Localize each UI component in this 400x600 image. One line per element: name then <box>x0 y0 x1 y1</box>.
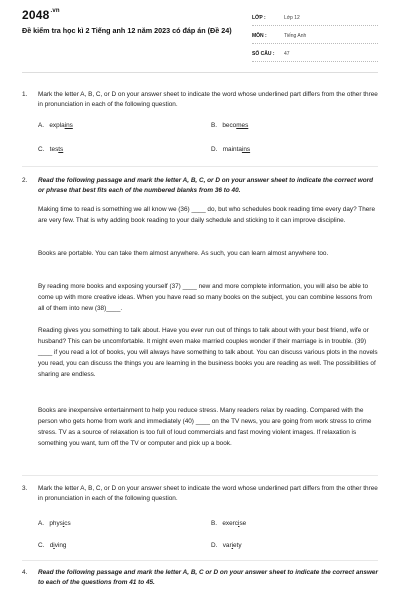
option-underlined-part: i <box>231 542 234 549</box>
option-label: A. <box>38 520 45 527</box>
option-word-start: tes <box>49 146 59 153</box>
passage-paragraph: By reading more books and exposing yourself (37) ____ new and more complete information, you will also be able to come up with more creative ideas. When you have read so many books on the subject, you can combine lessons from all of them into new (38)____. <box>38 283 372 312</box>
site-logo[interactable] <box>22 8 60 22</box>
option-label: C. <box>38 146 45 153</box>
question-prompt: Read the following passage and mark the letter A, B, C, or D on your answer sheet to indicate the correct word or phrase that best fits each of the numbered blanks from 36 to 40. <box>38 177 373 194</box>
passage-paragraph: Books are portable. You can take them almost anywhere. As such, you can learn almost anywhere too. <box>38 250 329 257</box>
meta-value: 47 <box>284 51 290 57</box>
option-c[interactable] <box>38 146 63 153</box>
option-label: B. <box>211 520 218 527</box>
option-word-end: ving <box>54 542 67 549</box>
option-b[interactable] <box>211 520 246 527</box>
exam-meta <box>252 13 378 67</box>
question-divider <box>22 166 378 167</box>
option-b[interactable] <box>211 122 248 129</box>
meta-key: MÔN : <box>252 33 267 39</box>
option-underlined-part: i <box>53 542 55 549</box>
passage-paragraph: Books are inexpensive entertainment to help you reduce stress. Many readers relax by reading. Compared with the person who gets home from work and immediately (40) ____ on the TV news, you are going from work stress to crime stress. TV as a source of relaxation is too full of loud commercials and fast moving violent images. If relaxation is something you want, turn off the TV or computer and pick up a book. <box>38 407 372 447</box>
option-word-start: phys <box>49 520 63 527</box>
option-label: D. <box>211 542 218 549</box>
question-divider <box>22 560 378 561</box>
meta-row-subject <box>252 31 378 44</box>
option-a[interactable] <box>38 520 71 527</box>
option-label: C. <box>38 542 45 549</box>
option-label: B. <box>211 122 218 129</box>
question-1 <box>22 90 378 110</box>
question-3 <box>22 484 378 504</box>
option-d[interactable] <box>211 146 250 153</box>
option-word-end: ety <box>233 542 242 549</box>
meta-key: LỚP : <box>252 15 266 21</box>
question-1-options <box>38 122 358 156</box>
meta-row-class <box>252 13 378 26</box>
option-underlined-part: ts <box>58 146 64 153</box>
passage-paragraph: Making time to read is something we all know we (36) ____ do, but who schedules book reading time every day? There are very few. That is why adding book reading to your daily schedule and sticking to it can improve discipline. <box>38 206 375 224</box>
question-divider <box>22 475 378 476</box>
header-divider <box>22 72 378 73</box>
question-number: 2. <box>22 177 28 184</box>
option-word-start: expla <box>49 122 65 129</box>
logo-suffix: .vn <box>50 8 60 14</box>
option-word-start: mainta <box>222 146 242 153</box>
question-2 <box>22 176 378 196</box>
question-number: 3. <box>22 485 28 492</box>
question-number: 1. <box>22 91 28 98</box>
passage-paragraph: Reading gives you something to talk about. Have you ever run out of things to talk about with your best friend, wife or husband? This can be uncomfortable. It might even make married couples wonder if their marriage is in trouble. (39) ____ if you read a lot of books, you will always have something to talk about. You can discuss various plots in the novels you read, you can discuss the things you are learning in the business books you are reading as well. The possibilities of sharing are endless. <box>38 327 378 378</box>
option-word-start: beco <box>222 122 237 129</box>
option-word-end: cs <box>64 520 71 527</box>
option-word-start: d <box>49 542 54 549</box>
option-label: A. <box>38 122 45 129</box>
option-word-start: exerc <box>222 520 239 527</box>
option-word-start: var <box>222 542 232 549</box>
meta-value: Lớp 12 <box>284 15 300 21</box>
question-prompt: Mark the letter A, B, C, or D on your answer sheet to indicate the word whose underlined part differs from the other three in pronunciation in each of the following question. <box>38 485 378 502</box>
question-4 <box>22 568 378 588</box>
meta-row-count <box>252 49 378 62</box>
document-title: Đề kiểm tra học kì 2 Tiếng anh 12 năm 2023 có đáp án (Đề 24) <box>22 26 232 35</box>
option-underlined-part: i <box>62 520 65 527</box>
meta-key: SỐ CÂU : <box>252 51 275 57</box>
option-d[interactable] <box>211 542 242 549</box>
option-underlined-part: ins <box>241 146 251 153</box>
option-c[interactable] <box>38 542 66 549</box>
option-underlined-part: i <box>238 520 240 527</box>
option-underlined-part: mes <box>236 122 249 129</box>
question-3-options <box>38 520 358 554</box>
option-a[interactable] <box>38 122 73 129</box>
page-header <box>0 0 400 62</box>
question-prompt: Read the following passage and mark the letter A, B, C or D on your answer sheet to indicate the correct answer to each of the questions from 41 to 45. <box>38 569 378 586</box>
option-underlined-part: ins <box>64 122 73 129</box>
option-label: D. <box>211 146 218 153</box>
question-number: 4. <box>22 569 28 576</box>
logo-text: 2048 <box>22 8 50 22</box>
question-prompt: Mark the letter A, B, C, or D on your answer sheet to indicate the word whose underlined part differs from the other three in pronunciation in each of the following question. <box>38 91 378 108</box>
meta-value: Tiếng Anh <box>284 33 307 39</box>
option-word-end: se <box>239 520 247 527</box>
